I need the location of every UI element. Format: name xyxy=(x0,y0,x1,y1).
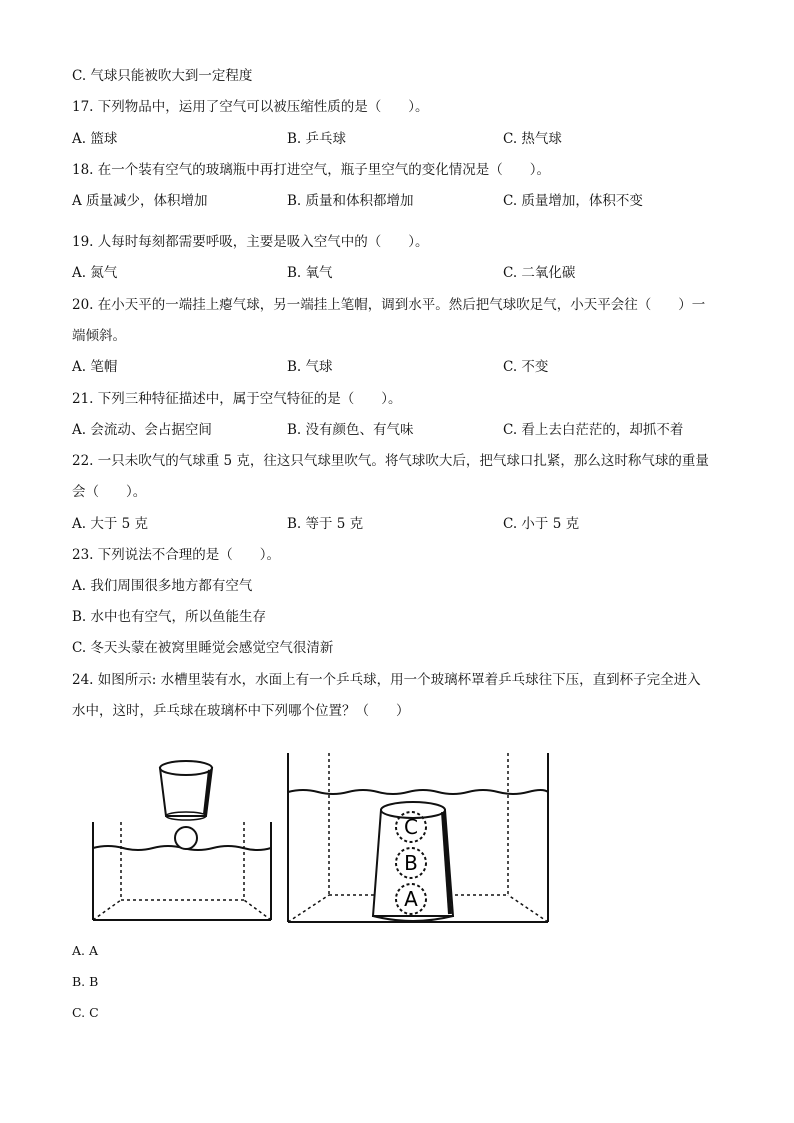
q24-option-a: A. A xyxy=(72,943,99,958)
q20-option-a: A. 笔帽 xyxy=(72,359,118,375)
q16-option-c: C. 气球只能被吹大到一定程度 xyxy=(72,68,253,84)
q17-option-c: C. 热气球 xyxy=(503,131,562,147)
q22-option-b: B. 等于 5 克 xyxy=(287,516,364,532)
position-a-label: A xyxy=(404,887,418,911)
tank2-corner-left xyxy=(288,895,329,922)
q20-option-b: B. 气球 xyxy=(287,359,333,375)
q21-option-b: B. 没有颜色、有气味 xyxy=(287,422,414,438)
tank-corner-right xyxy=(244,900,271,920)
q21-option-c: C. 看上去白茫茫的，却抓不着 xyxy=(503,422,684,438)
q21-option-a: A. 会流动、会占据空间 xyxy=(72,422,212,438)
tank-corner-left xyxy=(93,900,121,920)
q19-option-b: B. 氧气 xyxy=(287,265,333,281)
q20-stem-line2: 端倾斜。 xyxy=(72,328,126,344)
q22-option-a: A. 大于 5 克 xyxy=(72,516,149,532)
position-c-label: C xyxy=(404,815,418,839)
q23-option-c: C. 冬天头蒙在被窝里睡觉会感觉空气很清新 xyxy=(72,640,334,656)
q18-option-b: B. 质量和体积都增加 xyxy=(287,193,414,209)
q20-option-c: C. 不变 xyxy=(503,359,549,375)
tank-figure-before xyxy=(88,750,278,925)
water-surface-2 xyxy=(288,790,548,794)
q17-option-b: B. 乒乓球 xyxy=(287,131,347,147)
q23-option-a: A. 我们周围很多地方都有空气 xyxy=(72,578,253,594)
tank-figure-after xyxy=(283,750,553,925)
ping-pong-ball xyxy=(175,827,197,849)
tank2-corner-right xyxy=(508,895,548,922)
q24-stem-line1: 24. 如图所示: 水槽里装有水，水面上有一个乒乓球，用一个玻璃杯罩着乒乓球往下压，直到杯子完全进入 xyxy=(72,672,701,688)
q24-option-c: C. C xyxy=(72,1005,99,1020)
q18-stem: 18. 在一个装有空气的玻璃瓶中再打进空气，瓶子里空气的变化情况是（ ）。 xyxy=(72,162,551,178)
q18-option-a: A 质量减少，体积增加 xyxy=(72,193,208,209)
q19-option-c: C. 二氧化碳 xyxy=(503,265,576,281)
q22-option-c: C. 小于 5 克 xyxy=(503,516,580,532)
q18-option-c: C. 质量增加，体积不变 xyxy=(503,193,643,209)
q17-stem: 17. 下列物品中，运用了空气可以被压缩性质的是（ ）。 xyxy=(72,99,429,115)
q24-option-b: B. B xyxy=(72,974,99,989)
cup-above-rim xyxy=(160,761,212,775)
position-b-label: B xyxy=(404,851,418,875)
q23-stem: 23. 下列说法不合理的是（ ）。 xyxy=(72,547,281,563)
q19-stem: 19. 人每时每刻都需要呼吸，主要是吸入空气中的（ ）。 xyxy=(72,234,429,250)
q17-option-a: A. 篮球 xyxy=(72,131,118,147)
q20-stem-line1: 20. 在小天平的一端挂上瘪气球，另一端挂上笔帽，调到水平。然后把气球吹足气，小天平会往（ ）一 xyxy=(72,297,706,313)
q22-stem-line2: 会（ ）。 xyxy=(72,484,147,500)
q23-option-b: B. 水中也有空气，所以鱼能生存 xyxy=(72,609,267,625)
q21-stem: 21. 下列三种特征描述中，属于空气特征的是（ ）。 xyxy=(72,391,402,407)
q24-stem-line2: 水中，这时，乒乓球在玻璃杯中下列哪个位置？（ ） xyxy=(72,703,410,719)
q22-stem-line1: 22. 一只未吹气的气球重 5 克，往这只气球里吹气。将气球吹大后，把气球口扎紧，那么这时称气球的重量 xyxy=(72,453,709,469)
q19-option-a: A. 氮气 xyxy=(72,265,118,281)
